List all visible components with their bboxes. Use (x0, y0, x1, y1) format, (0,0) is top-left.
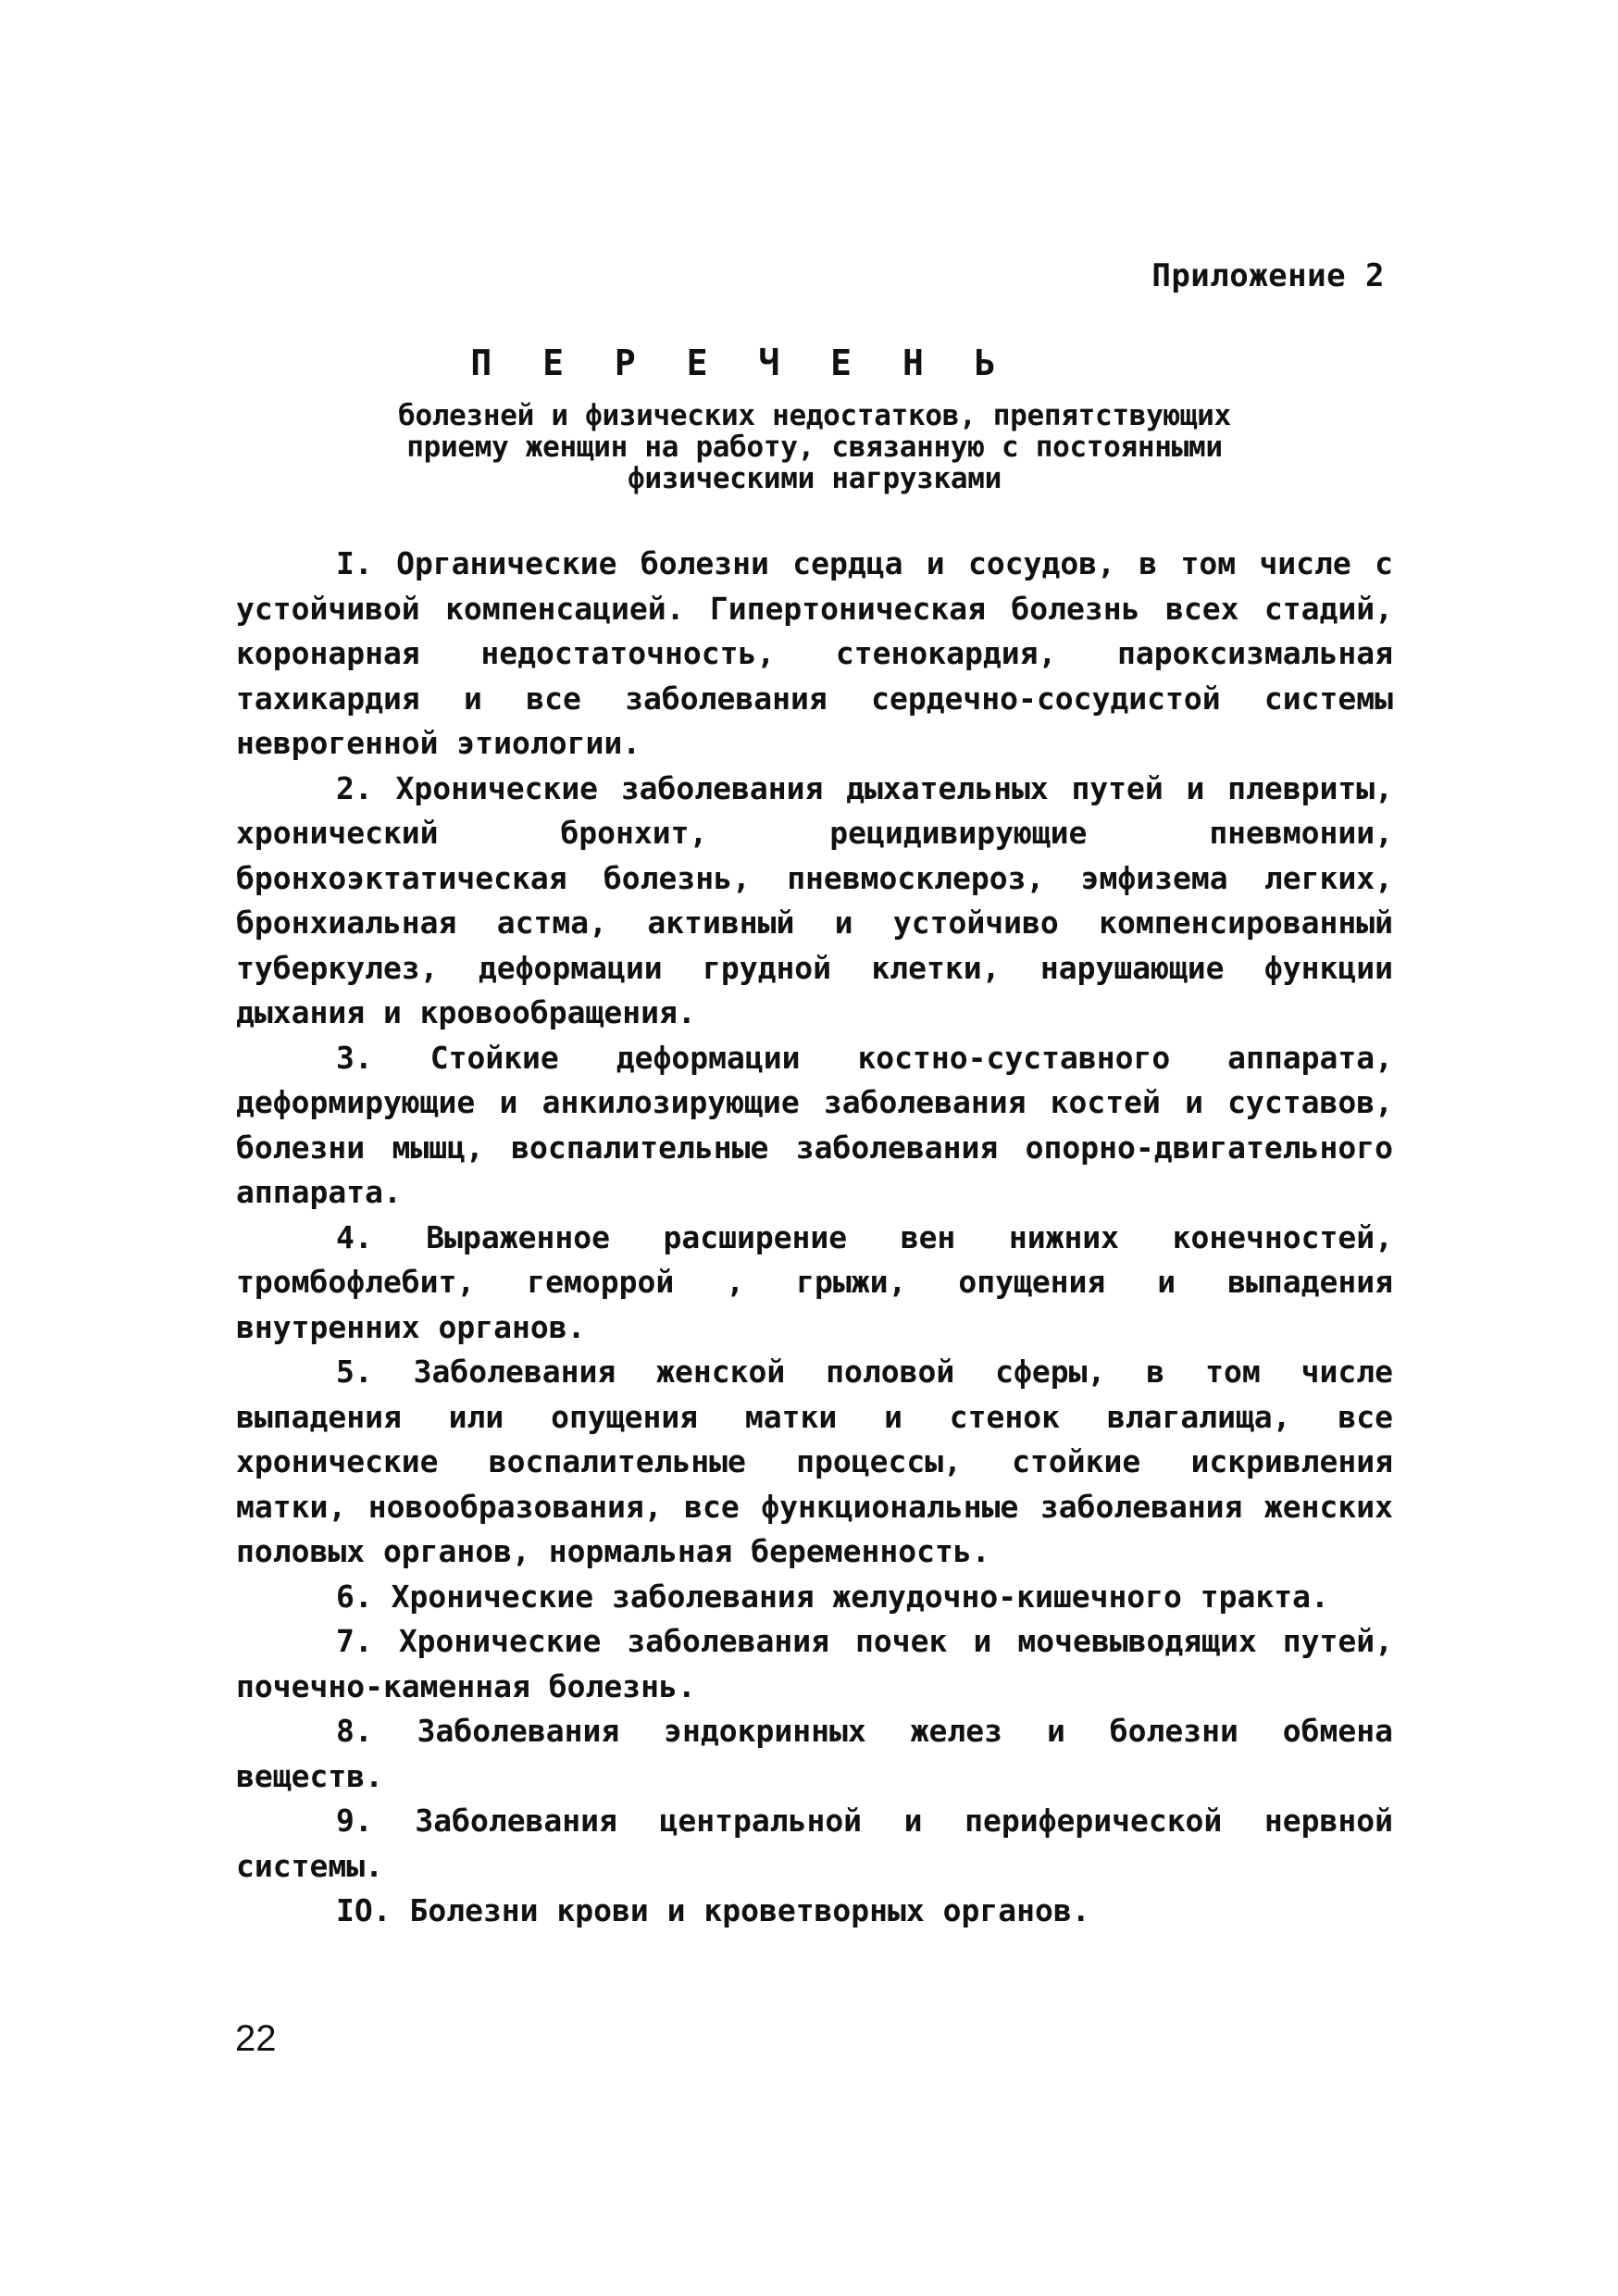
disease-list (236, 542, 1393, 1934)
subtitle-line: болезней и физических недостатков, препятствующих (398, 399, 1231, 432)
document-subtitle (333, 400, 1296, 494)
subtitle-line: приему женщин на работу, связанную с постоянными (406, 430, 1223, 464)
list-item: IO. Болезни крови и кроветворных органов. (336, 1892, 1090, 1928)
appendix-label: Приложение 2 (1151, 257, 1385, 294)
list-item: 6. Хронические заболевания желудочно-кишечного тракта. (336, 1578, 1329, 1615)
list-item: 3. Стойкие деформации костно-суставного аппарата, деформирующие и анкилозирующие заболевания костей и суставов, болезни мышц, воспалительные заболевания опорно-двигательного аппарата. (236, 1039, 1393, 1210)
list-item: 5. Заболевания женской половой сферы, в том числе выпадения или опущения матки и стенок влагалища, все хронические воспалительные процессы, стойкие искривления матки, новообразования, все функциональные заболевания женских половых органов, нормальная беременность. (236, 1354, 1393, 1569)
subtitle-line: физическими нагрузками (628, 462, 1002, 495)
list-item: 2. Хронические заболевания дыхательных путей и плевриты, хронический бронхит, рецидивирующие пневмонии, бронхоэктатическая болезнь, пневмосклероз, эмфизема легких, бронхиальная астма, активный и устойчиво компенсированный туберкулез, деформации грудной клетки, нарушающие функции дыхания и кровообращения. (236, 769, 1393, 1030)
document-title: П Е Р Е Ч Е Н Ь (470, 343, 1011, 383)
list-item: 7. Хронические заболевания почек и мочевыводящих путей, почечно-каменная болезнь. (236, 1623, 1393, 1704)
list-item: 8. Заболевания эндокринных желез и болезни обмена веществ. (236, 1713, 1393, 1794)
list-item: I. Органические болезни сердца и сосудов, в том числе с устойчивой компенсацией. Гипертоническая болезнь всех стадий, коронарная недостаточность, стенокардия, пароксизмальная тахикардия и все заболевания сердечно-сосудистой системы неврогенной этиологии. (236, 545, 1393, 761)
list-item: 4. Выраженное расширение вен нижних конечностей, тромбофлебит, геморрой , грыжи, опущения и выпадения внутренних органов. (236, 1218, 1393, 1345)
page-number: 22 (235, 2018, 277, 2059)
list-item: 9. Заболевания центральной и периферической нервной системы. (236, 1803, 1393, 1884)
